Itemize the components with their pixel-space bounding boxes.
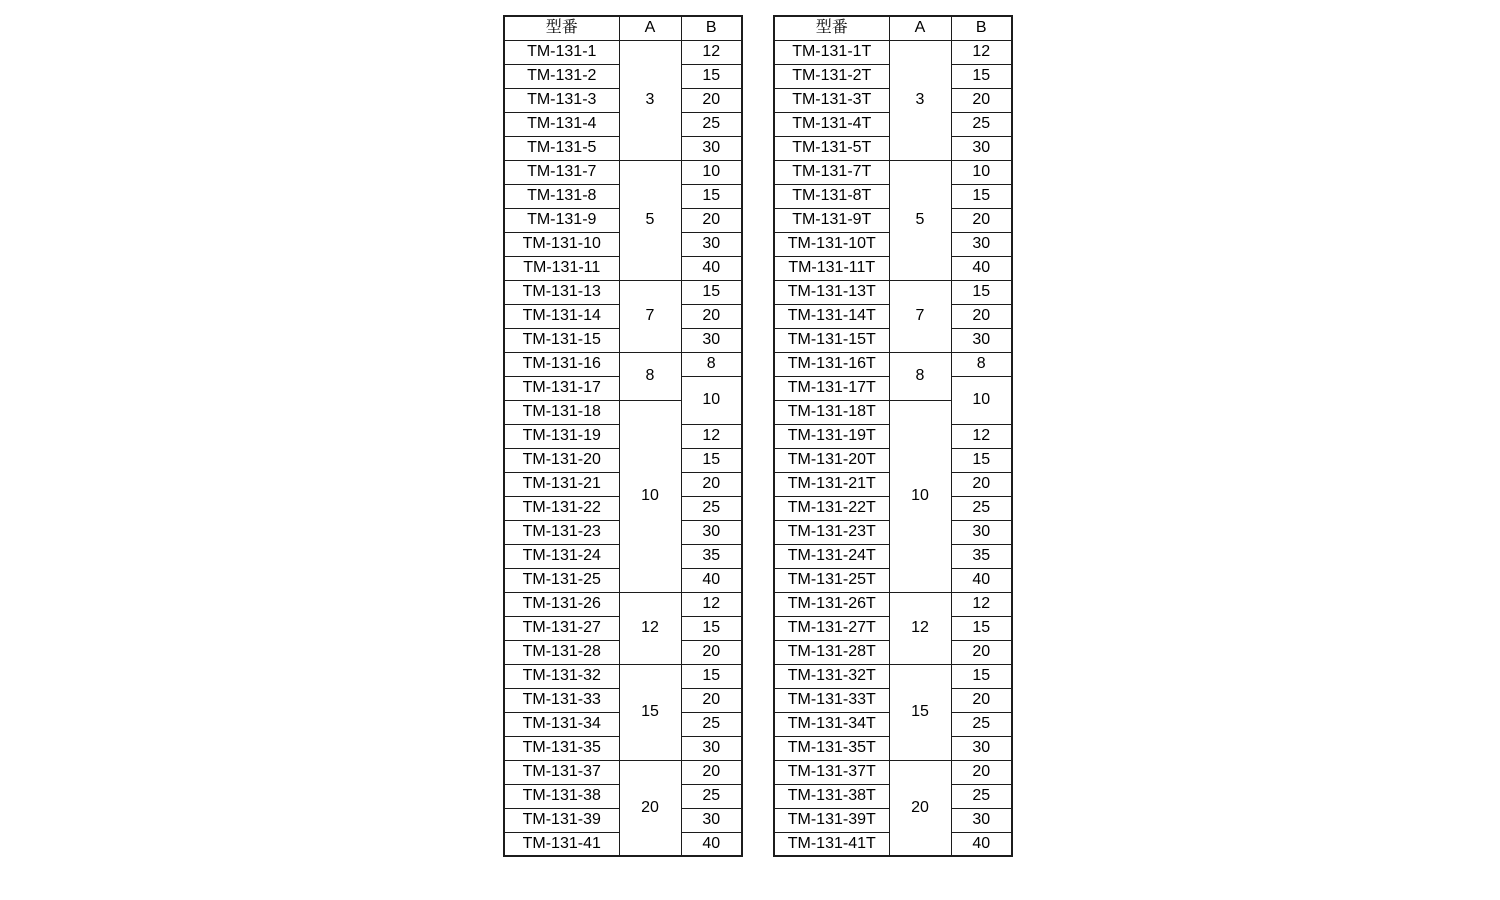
b-value-cell: 15 [951,184,1012,208]
model-cell: TM-131-11 [504,256,619,280]
model-cell: TM-131-27T [774,616,889,640]
b-value-cell: 30 [681,328,742,352]
column-header-b: B [681,16,742,40]
model-cell: TM-131-38 [504,784,619,808]
b-value-cell: 40 [681,256,742,280]
model-cell: TM-131-21T [774,472,889,496]
model-cell: TM-131-28 [504,640,619,664]
model-cell: TM-131-13T [774,280,889,304]
b-value-cell: 25 [951,784,1012,808]
model-cell: TM-131-33 [504,688,619,712]
model-cell: TM-131-34 [504,712,619,736]
b-value-cell: 25 [951,112,1012,136]
b-value-cell: 20 [951,688,1012,712]
model-cell: TM-131-32 [504,664,619,688]
model-cell: TM-131-10T [774,232,889,256]
b-value-cell: 40 [681,568,742,592]
b-value-cell: 25 [951,712,1012,736]
model-cell: TM-131-17T [774,376,889,400]
b-value-cell: 12 [951,40,1012,64]
a-value-cell: 8 [619,352,681,400]
column-header-model: 型番 [504,16,619,40]
b-value-cell: 25 [951,496,1012,520]
a-value-cell: 20 [889,760,951,856]
b-value-cell: 25 [681,112,742,136]
b-value-cell: 15 [681,280,742,304]
model-cell: TM-131-8 [504,184,619,208]
model-cell: TM-131-27 [504,616,619,640]
model-cell: TM-131-21 [504,472,619,496]
b-value-cell: 8 [951,352,1012,376]
model-cell: TM-131-41 [504,832,619,856]
column-header-model: 型番 [774,16,889,40]
b-value-cell: 30 [951,136,1012,160]
column-header-a: A [619,16,681,40]
b-value-cell: 15 [951,616,1012,640]
b-value-cell: 15 [951,280,1012,304]
model-cell: TM-131-24 [504,544,619,568]
b-value-cell: 30 [951,520,1012,544]
b-value-cell: 30 [951,808,1012,832]
b-value-cell: 20 [681,88,742,112]
b-value-cell: 15 [951,664,1012,688]
model-cell: TM-131-8T [774,184,889,208]
b-value-cell: 30 [681,808,742,832]
header-row [504,16,742,40]
b-value-cell: 40 [681,832,742,856]
model-cell: TM-131-5T [774,136,889,160]
b-value-cell: 20 [681,472,742,496]
b-value-cell: 25 [681,496,742,520]
b-value-cell: 12 [681,40,742,64]
model-cell: TM-131-2T [774,64,889,88]
b-value-cell: 30 [681,136,742,160]
a-value-cell: 3 [889,40,951,160]
model-cell: TM-131-9 [504,208,619,232]
model-cell: TM-131-26 [504,592,619,616]
b-value-cell: 15 [681,64,742,88]
b-value-cell: 20 [951,640,1012,664]
b-value-cell: 10 [681,160,742,184]
a-value-cell: 8 [889,352,951,400]
table-row [774,592,1012,616]
b-value-cell: 15 [681,448,742,472]
column-header-b: B [951,16,1012,40]
model-cell: TM-131-2 [504,64,619,88]
model-cell: TM-131-34T [774,712,889,736]
model-cell: TM-131-23 [504,520,619,544]
table-row [774,40,1012,64]
b-value-cell: 20 [681,760,742,784]
b-value-cell: 40 [951,256,1012,280]
b-value-cell: 20 [951,304,1012,328]
a-value-cell: 10 [619,400,681,592]
b-value-cell: 25 [681,712,742,736]
b-value-cell: 20 [681,640,742,664]
b-value-cell: 35 [951,544,1012,568]
model-cell: TM-131-25 [504,568,619,592]
b-value-cell: 30 [951,736,1012,760]
table-row [504,760,742,784]
model-cell: TM-131-1 [504,40,619,64]
b-value-cell: 20 [681,208,742,232]
model-cell: TM-131-18 [504,400,619,424]
a-value-cell: 7 [889,280,951,352]
b-value-cell: 10 [951,160,1012,184]
b-value-cell: 20 [681,688,742,712]
b-value-cell: 20 [951,88,1012,112]
table-row [774,352,1012,376]
model-cell: TM-131-19T [774,424,889,448]
a-value-cell: 15 [619,664,681,760]
b-value-cell: 20 [951,760,1012,784]
model-cell: TM-131-18T [774,400,889,424]
model-cell: TM-131-15T [774,328,889,352]
model-cell: TM-131-5 [504,136,619,160]
b-value-cell: 30 [951,232,1012,256]
table-row [504,160,742,184]
model-cell: TM-131-9T [774,208,889,232]
model-cell: TM-131-14T [774,304,889,328]
table-row [504,664,742,688]
model-cell: TM-131-37 [504,760,619,784]
b-value-cell: 35 [681,544,742,568]
b-value-cell: 30 [681,736,742,760]
model-cell: TM-131-20 [504,448,619,472]
table-row [504,352,742,376]
model-cell: TM-131-3T [774,88,889,112]
model-cell: TM-131-15 [504,328,619,352]
model-cell: TM-131-11T [774,256,889,280]
b-value-cell: 12 [951,424,1012,448]
a-value-cell: 20 [619,760,681,856]
model-cell: TM-131-25T [774,568,889,592]
b-value-cell: 15 [681,184,742,208]
model-cell: TM-131-1T [774,40,889,64]
model-table-left [503,15,743,857]
model-cell: TM-131-24T [774,544,889,568]
model-cell: TM-131-4 [504,112,619,136]
table-row [504,280,742,304]
b-value-cell: 15 [681,616,742,640]
b-value-cell: 8 [681,352,742,376]
model-cell: TM-131-20T [774,448,889,472]
a-value-cell: 5 [889,160,951,280]
b-value-cell: 10 [681,376,742,424]
a-value-cell: 10 [889,400,951,592]
b-value-cell: 12 [681,592,742,616]
model-cell: TM-131-22T [774,496,889,520]
model-cell: TM-131-17 [504,376,619,400]
header-row [774,16,1012,40]
b-value-cell: 15 [951,448,1012,472]
table-row [774,760,1012,784]
a-value-cell: 12 [619,592,681,664]
model-cell: TM-131-16 [504,352,619,376]
b-value-cell: 30 [951,328,1012,352]
model-cell: TM-131-14 [504,304,619,328]
model-cell: TM-131-19 [504,424,619,448]
model-cell: TM-131-7 [504,160,619,184]
a-value-cell: 7 [619,280,681,352]
model-cell: TM-131-22 [504,496,619,520]
model-cell: TM-131-35 [504,736,619,760]
model-cell: TM-131-28T [774,640,889,664]
a-value-cell: 12 [889,592,951,664]
spec-tables-container [503,15,1013,857]
table-row [774,280,1012,304]
model-cell: TM-131-7T [774,160,889,184]
model-cell: TM-131-4T [774,112,889,136]
a-value-cell: 5 [619,160,681,280]
model-cell: TM-131-35T [774,736,889,760]
model-cell: TM-131-39 [504,808,619,832]
b-value-cell: 15 [951,64,1012,88]
model-cell: TM-131-37T [774,760,889,784]
model-cell: TM-131-13 [504,280,619,304]
model-cell: TM-131-10 [504,232,619,256]
b-value-cell: 12 [681,424,742,448]
table-row [774,160,1012,184]
model-cell: TM-131-32T [774,664,889,688]
a-value-cell: 3 [619,40,681,160]
b-value-cell: 15 [681,664,742,688]
b-value-cell: 40 [951,832,1012,856]
table-row [504,592,742,616]
model-cell: TM-131-3 [504,88,619,112]
b-value-cell: 40 [951,568,1012,592]
b-value-cell: 30 [681,232,742,256]
model-cell: TM-131-41T [774,832,889,856]
table-row [504,40,742,64]
a-value-cell: 15 [889,664,951,760]
model-cell: TM-131-23T [774,520,889,544]
model-cell: TM-131-39T [774,808,889,832]
table-row [774,664,1012,688]
b-value-cell: 30 [681,520,742,544]
b-value-cell: 20 [951,472,1012,496]
model-cell: TM-131-33T [774,688,889,712]
b-value-cell: 25 [681,784,742,808]
column-header-a: A [889,16,951,40]
model-cell: TM-131-26T [774,592,889,616]
b-value-cell: 20 [681,304,742,328]
b-value-cell: 10 [951,376,1012,424]
model-table-right [773,15,1013,857]
model-cell: TM-131-38T [774,784,889,808]
b-value-cell: 12 [951,592,1012,616]
model-cell: TM-131-16T [774,352,889,376]
b-value-cell: 20 [951,208,1012,232]
